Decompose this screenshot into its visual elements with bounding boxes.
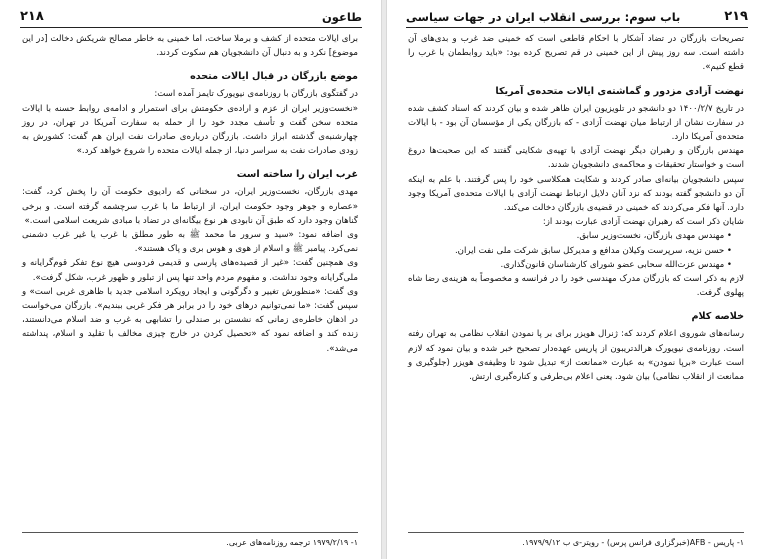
page-body [22, 32, 358, 356]
list-item: • مهندس عزت‌الله سحابی عضو شورای کارشناسان قانون‌گذاری. [408, 258, 732, 272]
footnote [408, 532, 744, 549]
footnote-text: ۱- ۱۹۷۹/۲/۱۹ ترجمه روزنامه‌های عربی. [226, 538, 358, 547]
paragraph: «نخست‌وزیر ایران از عزم و اراده‌ی حکومتش برای استمرار و ادامه‌ی روابط حسنه با ایالات متحده سخن گفت و تأسف مجدد خود را از حمله به سفارت آمریکا در تهران، در روز چهارشنبه‌ی گذشته ابراز داشت. بازرگان درباره‌ی صادرات نفت ایران هم گفت: کشورش به زودی صادرات نفت به سراسر دنیا، از جمله ایالات متحده را شروع خواهد کرد.» [22, 103, 358, 157]
page-number: ۲۱۸ [20, 9, 44, 24]
section-heading: خلاصه کلام [691, 311, 744, 323]
paragraph: برای ایالات متحده از کشف و برملا ساخت، اما خمینی به خاطر مصالح شریکش دخالت [در این موضوع] نکرد و به دنبال آن دانشجویان هم سکوت کردند. [22, 34, 358, 59]
paragraph: تصریحات بازرگان در تضاد آشکار با احکام قاطعی است که خمینی ضد غرب و بدی‌های آن داشته است. سه روز پیش از این خمینی در قم تصریح کرده بود: «باید روابطمان با غرب را قطع کنیم». [408, 34, 744, 73]
paragraph: در گفتگوی بازرگان با روزنامه‌ی نیویورک تایمز آمده است: [154, 89, 358, 100]
left-page [0, 0, 382, 559]
section-heading: نهضت آزادی مزدور و گماشته‌ی ایالات متحده‌ی آمریکا [495, 85, 744, 97]
paragraph: مهندس بازرگان و رهبران دیگر نهضت آزادی با تهیه‌ی شکایتی گفتند که این صحبت‌ها دروغ است و خواستار تحقیقات و محاکمه‌ی دانشجویان شدند. [408, 146, 744, 171]
page-number: ۲۱۹ [724, 9, 748, 24]
paragraph: سپس دانشجویان بیانه‌ای صادر کردند و شکایت همکلاسی خود را پس گرفتند. با علم به اینکه آن دو دانشجو گفته بودند که نزد آنان دلایل ارتباط نهضت آزادی با ایالات متحده‌ی آمریکا وجود دارد. آنها فکر می‌کردند که خمینی در قضیه‌ی بازرگان دخالت می‌کند. [408, 174, 744, 214]
running-title: باب سوم: بررسی انقلاب ایران در جهات سیاسی [406, 10, 681, 24]
footnote-text: ۱- پاریس - AFB(خبرگزاری فرانس پرس) - رویتر-ی ب ۱۹۷۹/۹/۱۲. [522, 538, 744, 547]
paragraph: وی همچنین گفت: «غیر از قصیده‌های پارسی و قدیمی فردوسی هیچ نوع تفکر قوم‌گرایانه و ملی‌گرایانه وجود نداشت. و مفهوم مردم واحد تنها پس از تبلور و ظهور غرب، شکل گرفت». [22, 258, 358, 283]
footnote [22, 532, 358, 549]
list-item: • مهندس مهدی بازرگان، نخست‌وزیر سابق. [408, 229, 732, 243]
paragraph: در تاریخ ۱۴۰۰/۲/۷ دو دانشجو در تلویزیون ایران ظاهر شده و بیان کردند که اسناد کشف شده در سفارت نشان از ارتباط میان نهضت آزادی - که بازرگان یکی از مؤسسان آن بود - با ایالات متحده‌ی آمریکا دارد. [408, 103, 744, 143]
bullet-list [408, 229, 744, 272]
page-body [408, 32, 744, 384]
section-heading: غرب ایران را ساخته است [236, 169, 358, 181]
paragraph: رسانه‌های شوروی اعلام کردند که: ژنرال هویزر برای بر پا نمودن انقلاب نظامی به تهران رفته است. روزنامه‌ی نیویورک هرالدتریبون از پاریس عهده‌دار تصحیح خبر شده و بیان نمود که لازم است عبارت «برپا نمودن» به عبارت «ممانعت از» تبدیل شود تا وظیفه‌ی هویزر (جلوگیری و ممانعت از انقلاب نظامی) بیان شود. یعنی اعلام بی‌طرفی و کناره‌گیری ارتش. [408, 329, 744, 383]
paragraph: وی گفت: «منظورش تغییر و دگرگونی و ایجاد رویکرد اسلامی جدید با ظاهری غربی است» و سپس گفت: «ما نمی‌توانیم درهای خود را در برابر هر فکر غربی ببندیم». بازرگان می‌خواست در اذهان خاطره‌ی زمانی که نشستن بر صندلی را تشابهی به غرب و ضد اسلام می‌دانستند، زنده کند و اضافه نمود که «تحصیل کردن در خارج چیزی مخالف با تقلید و اسلام، پنداشته می‌شد». [22, 286, 358, 354]
paragraph: مهدی بازرگان، نخست‌وزیر ایران، در سخنانی که رادیوی حکومت آن را پخش کرد، گفت: «عصاره و جوهر وجود حکومت ایران، از ارتباط ما با غرب سرچشمه گرفته است. و برخی گناهان وجود دارد که طبق آن نابودی هر نوع بیگانه‌ای در تضاد با مبادی شریعت اسلامی است.» [22, 187, 358, 226]
right-page [386, 0, 768, 559]
paragraph: لازم به ذکر است که بازرگان مدرک مهندسی خود را در فرانسه و مخصوصاً به هزینه‌ی رضا شاه پهلوی گرفت. [408, 274, 744, 299]
running-title: طاعون [321, 10, 362, 24]
section-heading: موضع بازرگان در قبال ایالات متحده [190, 71, 358, 83]
paragraph: شایان ذکر است که رهبران نهضت آزادی عبارت بودند از: [542, 217, 744, 228]
list-item: • حسن نزیه، سرپرست وکیلان مدافع و مدیرکل سابق شرکت ملی نفت ایران. [408, 244, 732, 258]
page-header [406, 9, 748, 28]
page-header [20, 9, 362, 28]
paragraph: وی اضافه نمود: «سید و سرور ما محمد ﷺ به طور مطلق با غرب یا غیر غرب دشمنی نمی‌کرد. پیامبر ﷺ و اسلام از هوی و هوس بری و پاک هستند». [22, 230, 358, 255]
